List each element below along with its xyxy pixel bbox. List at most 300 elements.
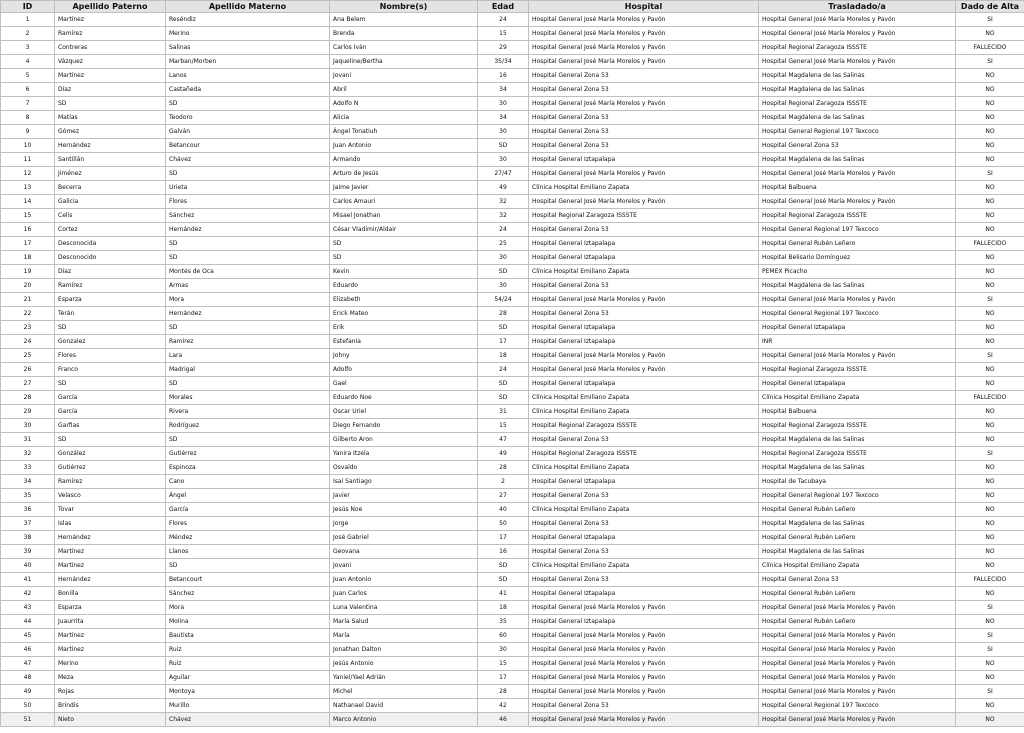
cell-nombres: Jorge — [330, 517, 478, 531]
cell-edad: 60 — [478, 629, 529, 643]
cell-apellido-paterno: Ramírez — [55, 279, 166, 293]
cell-id: 3 — [1, 41, 55, 55]
cell-edad: SD — [478, 265, 529, 279]
cell-nombres: Armando — [330, 153, 478, 167]
cell-dado-de-alta: SI — [956, 167, 1024, 181]
cell-hospital: Hospital General José María Morelos y Pavón — [529, 195, 759, 209]
cell-edad: 24 — [478, 13, 529, 27]
cell-apellido-paterno: González — [55, 447, 166, 461]
table-row — [1, 223, 1024, 237]
cell-trasladado: Hospital Balbuena — [759, 405, 956, 419]
table-row — [1, 321, 1024, 335]
cell-nombres: Alicia — [330, 111, 478, 125]
column-header-apellido-paterno: Apellido Paterno — [55, 1, 166, 13]
cell-id: 8 — [1, 111, 55, 125]
cell-dado-de-alta: SI — [956, 349, 1024, 363]
cell-edad: 28 — [478, 685, 529, 699]
cell-id: 41 — [1, 573, 55, 587]
cell-dado-de-alta: NO — [956, 419, 1024, 433]
cell-apellido-paterno: Hernández — [55, 531, 166, 545]
cell-nombres: Kevin — [330, 265, 478, 279]
cell-hospital: Hospital General Iztapalapa — [529, 237, 759, 251]
cell-apellido-paterno: Desconocido — [55, 251, 166, 265]
cell-edad: 41 — [478, 587, 529, 601]
cell-trasladado: Hospital Magdalena de las Salinas — [759, 111, 956, 125]
cell-nombres: Nathanael David — [330, 699, 478, 713]
cell-id: 31 — [1, 433, 55, 447]
cell-hospital: Hospital General Iztapalapa — [529, 335, 759, 349]
table-row — [1, 601, 1024, 615]
cell-edad: 30 — [478, 279, 529, 293]
cell-hospital: Hospital Regional Zaragoza ISSSTE — [529, 419, 759, 433]
cell-trasladado: Hospital General José María Morelos y Pavón — [759, 713, 956, 727]
cell-apellido-paterno: Brindis — [55, 699, 166, 713]
cell-apellido-paterno: Celis — [55, 209, 166, 223]
table-row — [1, 111, 1024, 125]
cell-nombres: Juan Antonio — [330, 139, 478, 153]
cell-trasladado: Hospital Regional Zaragoza ISSSTE — [759, 97, 956, 111]
table-row — [1, 153, 1024, 167]
cell-id: 45 — [1, 629, 55, 643]
cell-trasladado: Hospital Magdalena de las Salinas — [759, 545, 956, 559]
cell-apellido-materno: Mora — [166, 293, 330, 307]
cell-hospital: Hospital General José María Morelos y Pavón — [529, 629, 759, 643]
cell-dado-de-alta: NO — [956, 671, 1024, 685]
cell-trasladado: Hospital General Regional 197 Texcoco — [759, 699, 956, 713]
cell-edad: 24 — [478, 363, 529, 377]
cell-nombres: Juan Antonio — [330, 573, 478, 587]
cell-apellido-paterno: Juaurrita — [55, 615, 166, 629]
table-row — [1, 587, 1024, 601]
table-row — [1, 559, 1024, 573]
cell-dado-de-alta: NO — [956, 153, 1024, 167]
cell-apellido-paterno: Contreras — [55, 41, 166, 55]
cell-dado-de-alta: NO — [956, 83, 1024, 97]
table-row — [1, 307, 1024, 321]
cell-edad: 15 — [478, 657, 529, 671]
cell-hospital: Hospital General José María Morelos y Pavón — [529, 685, 759, 699]
cell-hospital: Hospital General José María Morelos y Pavón — [529, 713, 759, 727]
cell-hospital: Hospital General Iztapalapa — [529, 531, 759, 545]
cell-apellido-paterno: Esparza — [55, 601, 166, 615]
cell-dado-de-alta: NO — [956, 699, 1024, 713]
cell-edad: 30 — [478, 153, 529, 167]
cell-trasladado: Hospital Regional Zaragoza ISSSTE — [759, 209, 956, 223]
cell-apellido-paterno: Martínez — [55, 69, 166, 83]
cell-apellido-materno: Llanos — [166, 545, 330, 559]
table-row — [1, 349, 1024, 363]
cell-nombres: Yanira Itzela — [330, 447, 478, 461]
table-row — [1, 167, 1024, 181]
table-row — [1, 265, 1024, 279]
cell-hospital: Clínica Hospital Emiliano Zapata — [529, 405, 759, 419]
cell-apellido-materno: Gutiérrez — [166, 447, 330, 461]
cell-apellido-materno: Cano — [166, 475, 330, 489]
cell-apellido-materno: Mora — [166, 601, 330, 615]
cell-edad: 15 — [478, 27, 529, 41]
table-row — [1, 685, 1024, 699]
cell-dado-de-alta: NO — [956, 405, 1024, 419]
cell-dado-de-alta: SI — [956, 13, 1024, 27]
cell-edad: SD — [478, 321, 529, 335]
cell-dado-de-alta: NO — [956, 657, 1024, 671]
cell-nombres: Gael — [330, 377, 478, 391]
cell-hospital: Clínica Hospital Emiliano Zapata — [529, 181, 759, 195]
cell-hospital: Hospital General Zona 53 — [529, 69, 759, 83]
cell-id: 2 — [1, 27, 55, 41]
cell-apellido-materno: Teodoro — [166, 111, 330, 125]
cell-dado-de-alta: NO — [956, 475, 1024, 489]
cell-apellido-paterno: Galicia — [55, 195, 166, 209]
cell-dado-de-alta: NO — [956, 251, 1024, 265]
cell-id: 28 — [1, 391, 55, 405]
cell-id: 5 — [1, 69, 55, 83]
cell-hospital: Clínica Hospital Emiliano Zapata — [529, 559, 759, 573]
cell-dado-de-alta: NO — [956, 489, 1024, 503]
cell-apellido-paterno: García — [55, 391, 166, 405]
cell-nombres: Abril — [330, 83, 478, 97]
column-header-trasladado: Trasladado/a — [759, 1, 956, 13]
cell-hospital: Hospital General José María Morelos y Pavón — [529, 671, 759, 685]
cell-apellido-materno: Salinas — [166, 41, 330, 55]
cell-edad: 35/34 — [478, 55, 529, 69]
cell-id: 19 — [1, 265, 55, 279]
cell-nombres: Ángel Tonatiuh — [330, 125, 478, 139]
cell-apellido-materno: Ramírez — [166, 335, 330, 349]
cell-hospital: Hospital General Iztapalapa — [529, 615, 759, 629]
cell-apellido-paterno: Becerra — [55, 181, 166, 195]
cell-trasladado: Hospital Magdalena de las Salinas — [759, 517, 956, 531]
cell-apellido-paterno: Cortez — [55, 223, 166, 237]
cell-edad: 30 — [478, 125, 529, 139]
column-header-apellido-materno: Apellido Materno — [166, 1, 330, 13]
cell-trasladado: Hospital General Zona 53 — [759, 139, 956, 153]
cell-id: 7 — [1, 97, 55, 111]
cell-edad: 34 — [478, 83, 529, 97]
cell-dado-de-alta: SI — [956, 685, 1024, 699]
cell-hospital: Hospital General José María Morelos y Pavón — [529, 167, 759, 181]
cell-id: 21 — [1, 293, 55, 307]
cell-nombres: Jaqueline/Bertha — [330, 55, 478, 69]
cell-apellido-paterno: Gonzalez — [55, 335, 166, 349]
cell-apellido-materno: Sánchez — [166, 587, 330, 601]
table-row — [1, 181, 1024, 195]
cell-nombres: Erick Mateo — [330, 307, 478, 321]
cell-apellido-materno: SD — [166, 251, 330, 265]
cell-id: 26 — [1, 363, 55, 377]
table-row — [1, 531, 1024, 545]
table-row — [1, 97, 1024, 111]
cell-hospital: Clínica Hospital Emiliano Zapata — [529, 391, 759, 405]
cell-hospital: Hospital General Zona 53 — [529, 111, 759, 125]
cell-apellido-materno: García — [166, 503, 330, 517]
table-row — [1, 13, 1024, 27]
cell-edad: 28 — [478, 461, 529, 475]
cell-hospital: Hospital General José María Morelos y Pavón — [529, 41, 759, 55]
cell-trasladado: Clínica Hospital Emiliano Zapata — [759, 559, 956, 573]
column-header-id: ID — [1, 1, 55, 13]
cell-hospital: Hospital General Zona 53 — [529, 279, 759, 293]
cell-edad: 18 — [478, 349, 529, 363]
column-header-dado-de-alta: Dado de Alta — [956, 1, 1024, 13]
cell-trasladado: Hospital General Zona 53 — [759, 573, 956, 587]
cell-hospital: Hospital General Iztapalapa — [529, 475, 759, 489]
cell-apellido-paterno: Martínez — [55, 643, 166, 657]
cell-apellido-paterno: Meza — [55, 671, 166, 685]
cell-id: 9 — [1, 125, 55, 139]
cell-apellido-paterno: Flores — [55, 349, 166, 363]
cell-id: 29 — [1, 405, 55, 419]
cell-edad: 24 — [478, 223, 529, 237]
cell-apellido-materno: SD — [166, 377, 330, 391]
cell-apellido-materno: Ruiz — [166, 657, 330, 671]
cell-hospital: Hospital General Zona 53 — [529, 489, 759, 503]
cell-dado-de-alta: SI — [956, 293, 1024, 307]
cell-apellido-materno: Flores — [166, 195, 330, 209]
cell-dado-de-alta: NO — [956, 335, 1024, 349]
cell-trasladado: Hospital General José María Morelos y Pavón — [759, 55, 956, 69]
cell-trasladado: Hospital Regional Zaragoza ISSSTE — [759, 363, 956, 377]
cell-dado-de-alta: NO — [956, 503, 1024, 517]
cell-nombres: José Gabriel — [330, 531, 478, 545]
cell-trasladado: Hospital General José María Morelos y Pavón — [759, 13, 956, 27]
cell-id: 30 — [1, 419, 55, 433]
cell-nombres: María Salud — [330, 615, 478, 629]
cell-apellido-materno: Lara — [166, 349, 330, 363]
cell-dado-de-alta: FALLECIDO — [956, 391, 1024, 405]
cell-apellido-paterno: Merino — [55, 657, 166, 671]
cell-dado-de-alta: FALLECIDO — [956, 573, 1024, 587]
cell-nombres: SD — [330, 237, 478, 251]
cell-id: 16 — [1, 223, 55, 237]
table-row — [1, 69, 1024, 83]
cell-nombres: Carlos Amauri — [330, 195, 478, 209]
cell-apellido-materno: Murillo — [166, 699, 330, 713]
cell-nombres: Elizabeth — [330, 293, 478, 307]
table-row — [1, 475, 1024, 489]
cell-apellido-paterno: SD — [55, 321, 166, 335]
cell-hospital: Hospital General Iztapalapa — [529, 153, 759, 167]
cell-trasladado: Hospital General Rubén Leñero — [759, 587, 956, 601]
cell-apellido-paterno: Gómez — [55, 125, 166, 139]
table-body — [1, 13, 1024, 727]
cell-trasladado: Hospital Magdalena de las Salinas — [759, 83, 956, 97]
table-row — [1, 83, 1024, 97]
cell-id: 20 — [1, 279, 55, 293]
cell-nombres: Osvaldo — [330, 461, 478, 475]
cell-nombres: Isaí Santiago — [330, 475, 478, 489]
cell-dado-de-alta: NO — [956, 461, 1024, 475]
cell-trasladado: Hospital General Regional 197 Texcoco — [759, 307, 956, 321]
cell-nombres: Jovani — [330, 559, 478, 573]
cell-apellido-paterno: Franco — [55, 363, 166, 377]
cell-apellido-materno: Betancourt — [166, 573, 330, 587]
cell-hospital: Hospital General Zona 53 — [529, 83, 759, 97]
cell-apellido-paterno: Ramírez — [55, 475, 166, 489]
cell-id: 10 — [1, 139, 55, 153]
cell-apellido-paterno: Nieto — [55, 713, 166, 727]
table-row — [1, 615, 1024, 629]
cell-id: 42 — [1, 587, 55, 601]
cell-id: 6 — [1, 83, 55, 97]
cell-edad: 32 — [478, 195, 529, 209]
cell-dado-de-alta: NO — [956, 209, 1024, 223]
column-header-edad: Edad — [478, 1, 529, 13]
cell-edad: 49 — [478, 447, 529, 461]
cell-trasladado: Hospital de Tacubaya — [759, 475, 956, 489]
cell-id: 33 — [1, 461, 55, 475]
cell-id: 12 — [1, 167, 55, 181]
cell-nombres: Javier — [330, 489, 478, 503]
cell-edad: 49 — [478, 181, 529, 195]
cell-hospital: Hospital General Iztapalapa — [529, 321, 759, 335]
cell-edad: 31 — [478, 405, 529, 419]
cell-edad: 50 — [478, 517, 529, 531]
cell-edad: SD — [478, 573, 529, 587]
cell-apellido-paterno: Martínez — [55, 559, 166, 573]
cell-hospital: Hospital Regional Zaragoza ISSSTE — [529, 209, 759, 223]
cell-id: 11 — [1, 153, 55, 167]
cell-edad: 17 — [478, 531, 529, 545]
cell-trasladado: Hospital General José María Morelos y Pavón — [759, 657, 956, 671]
cell-hospital: Hospital General Zona 53 — [529, 223, 759, 237]
cell-apellido-paterno: Islas — [55, 517, 166, 531]
cell-apellido-materno: Marban/Morben — [166, 55, 330, 69]
cell-nombres: Brenda — [330, 27, 478, 41]
cell-apellido-paterno: Ramírez — [55, 27, 166, 41]
table-row — [1, 573, 1024, 587]
cell-id: 18 — [1, 251, 55, 265]
cell-edad: 17 — [478, 335, 529, 349]
cell-hospital: Hospital General Zona 53 — [529, 545, 759, 559]
cell-id: 22 — [1, 307, 55, 321]
cell-dado-de-alta: NO — [956, 713, 1024, 727]
cell-apellido-paterno: Desconocida — [55, 237, 166, 251]
column-header-nombres: Nombre(s) — [330, 1, 478, 13]
cell-dado-de-alta: NO — [956, 545, 1024, 559]
cell-id: 27 — [1, 377, 55, 391]
cell-apellido-materno: Hernández — [166, 223, 330, 237]
cell-apellido-materno: Bautista — [166, 629, 330, 643]
table-row — [1, 251, 1024, 265]
cell-trasladado: Hospital General José María Morelos y Pavón — [759, 629, 956, 643]
cell-nombres: Adolfo — [330, 363, 478, 377]
cell-nombres: Jaime Javier — [330, 181, 478, 195]
cell-dado-de-alta: NO — [956, 377, 1024, 391]
cell-dado-de-alta: SI — [956, 55, 1024, 69]
cell-trasladado: Hospital General Iztapalapa — [759, 377, 956, 391]
cell-apellido-materno: Hernández — [166, 307, 330, 321]
cell-apellido-materno: Aguilar — [166, 671, 330, 685]
cell-id: 47 — [1, 657, 55, 671]
table-row — [1, 335, 1024, 349]
cell-trasladado: Hospital General José María Morelos y Pavón — [759, 293, 956, 307]
cell-id: 34 — [1, 475, 55, 489]
cell-id: 15 — [1, 209, 55, 223]
cell-id: 50 — [1, 699, 55, 713]
cell-edad: 32 — [478, 209, 529, 223]
cell-apellido-paterno: SD — [55, 433, 166, 447]
cell-nombres: Marco Antonio — [330, 713, 478, 727]
table-row — [1, 433, 1024, 447]
cell-trasladado: Hospital General José María Morelos y Pavón — [759, 671, 956, 685]
cell-apellido-paterno: Matías — [55, 111, 166, 125]
cell-edad: 30 — [478, 251, 529, 265]
cell-apellido-materno: Espinoza — [166, 461, 330, 475]
cell-hospital: Hospital General Zona 53 — [529, 307, 759, 321]
cell-apellido-paterno: SD — [55, 97, 166, 111]
cell-dado-de-alta: NO — [956, 27, 1024, 41]
table-row — [1, 643, 1024, 657]
cell-dado-de-alta: NO — [956, 69, 1024, 83]
cell-nombres: Eduardo — [330, 279, 478, 293]
table-row — [1, 237, 1024, 251]
cell-id: 48 — [1, 671, 55, 685]
cell-dado-de-alta: NO — [956, 559, 1024, 573]
cell-apellido-paterno: Santillán — [55, 153, 166, 167]
cell-apellido-paterno: Bonilla — [55, 587, 166, 601]
cell-id: 37 — [1, 517, 55, 531]
cell-apellido-materno: Flores — [166, 517, 330, 531]
cell-id: 24 — [1, 335, 55, 349]
table-row — [1, 27, 1024, 41]
cell-id: 17 — [1, 237, 55, 251]
cell-dado-de-alta: FALLECIDO — [956, 41, 1024, 55]
cell-edad: 30 — [478, 97, 529, 111]
cell-apellido-paterno: Vázquez — [55, 55, 166, 69]
cell-apellido-materno: Castañeda — [166, 83, 330, 97]
cell-hospital: Clínica Hospital Emiliano Zapata — [529, 461, 759, 475]
cell-nombres: María — [330, 629, 478, 643]
cell-apellido-materno: SD — [166, 433, 330, 447]
cell-hospital: Hospital General José María Morelos y Pavón — [529, 55, 759, 69]
table-row — [1, 447, 1024, 461]
cell-hospital: Clínica Hospital Emiliano Zapata — [529, 265, 759, 279]
cell-trasladado: Hospital General Regional 197 Texcoco — [759, 223, 956, 237]
cell-nombres: Geovana — [330, 545, 478, 559]
cell-apellido-materno: Lanos — [166, 69, 330, 83]
cell-apellido-paterno: García — [55, 405, 166, 419]
cell-hospital: Hospital General Zona 53 — [529, 433, 759, 447]
cell-dado-de-alta: NO — [956, 279, 1024, 293]
table-row — [1, 671, 1024, 685]
cell-apellido-paterno: Rojas — [55, 685, 166, 699]
cell-id: 39 — [1, 545, 55, 559]
column-header-hospital: Hospital — [529, 1, 759, 13]
table-row — [1, 41, 1024, 55]
cell-hospital: Hospital General Zona 53 — [529, 125, 759, 139]
cell-apellido-materno: Montoya — [166, 685, 330, 699]
cell-edad: SD — [478, 559, 529, 573]
table-row — [1, 517, 1024, 531]
cell-apellido-paterno: Martínez — [55, 13, 166, 27]
cell-nombres: Eduardo Noe — [330, 391, 478, 405]
cell-trasladado: Hospital General José María Morelos y Pavón — [759, 685, 956, 699]
cell-edad: 42 — [478, 699, 529, 713]
cell-nombres: Misael Jonathan — [330, 209, 478, 223]
cell-hospital: Hospital General José María Morelos y Pavón — [529, 13, 759, 27]
cell-apellido-paterno: Díaz — [55, 265, 166, 279]
cell-apellido-materno: SD — [166, 559, 330, 573]
cell-edad: 30 — [478, 643, 529, 657]
cell-edad: 46 — [478, 713, 529, 727]
cell-trasladado: INR — [759, 335, 956, 349]
cell-apellido-paterno: Garfias — [55, 419, 166, 433]
cell-nombres: Diego Fernando — [330, 419, 478, 433]
cell-id: 49 — [1, 685, 55, 699]
cell-id: 4 — [1, 55, 55, 69]
cell-dado-de-alta: SI — [956, 601, 1024, 615]
